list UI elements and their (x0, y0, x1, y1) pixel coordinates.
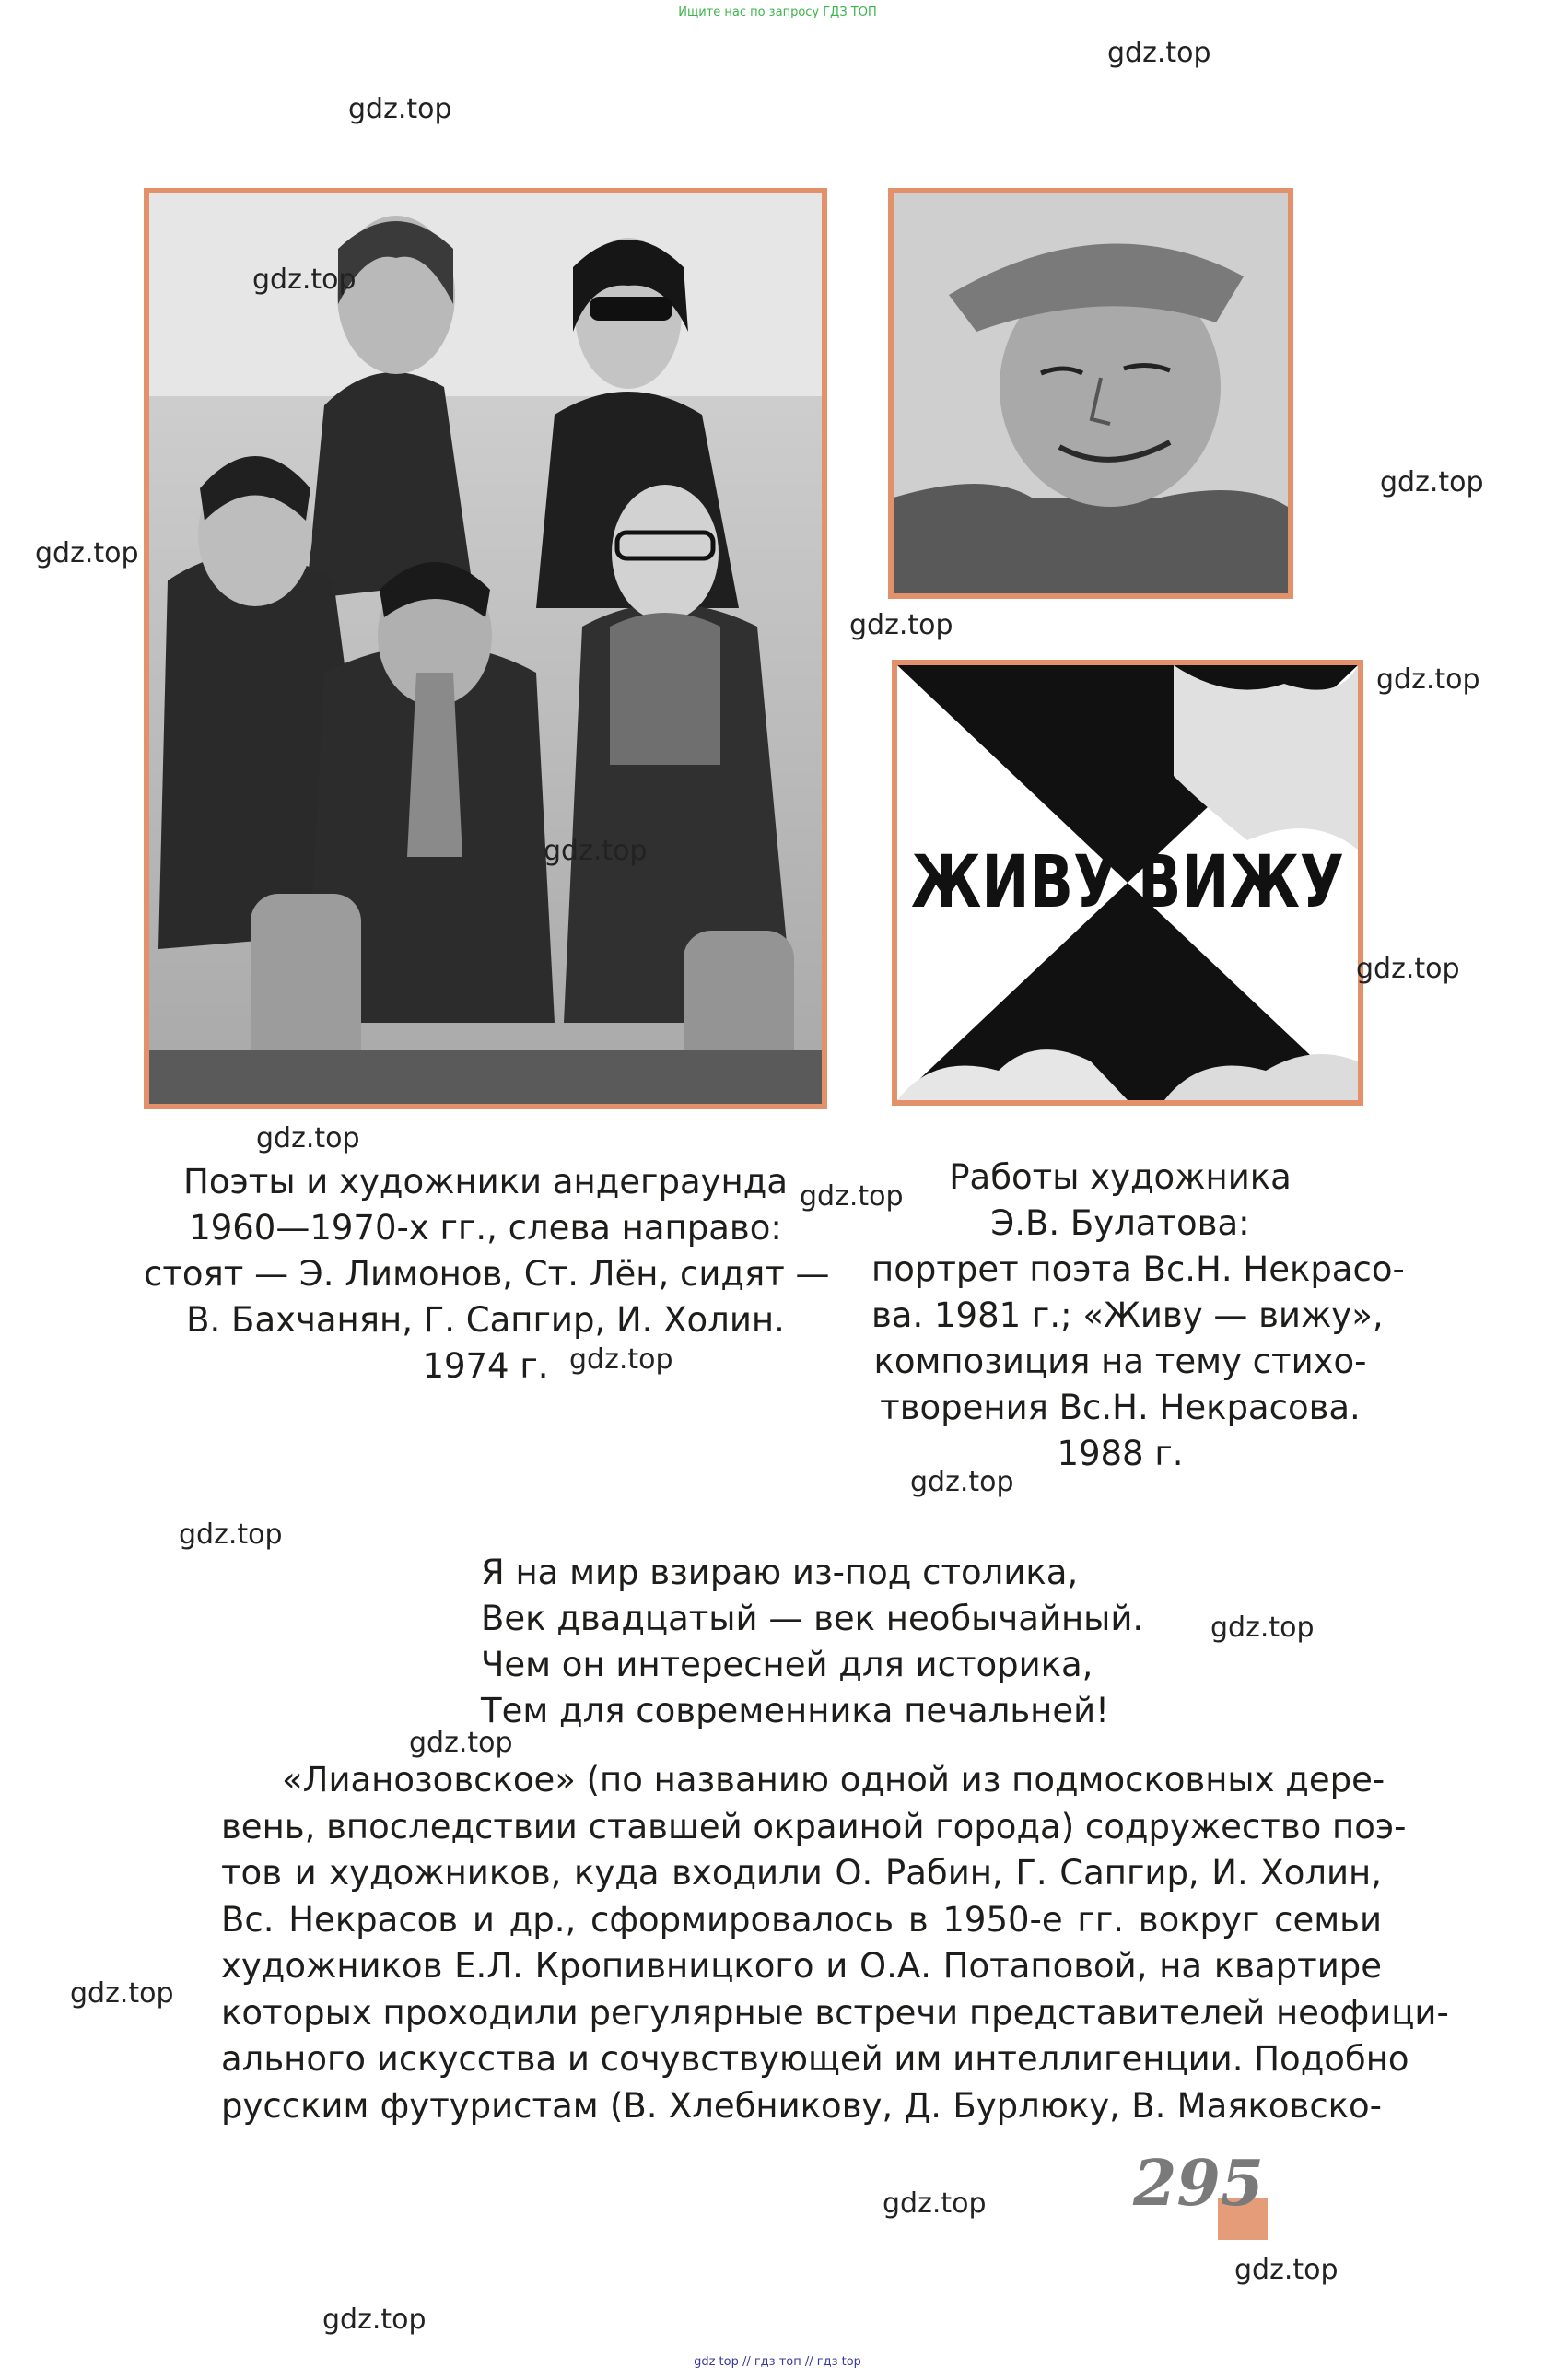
paragraph-line: «Лианозовское» (по названию одной из подмосковных дере- (282, 1760, 1385, 1800)
caption-left-line: Поэты и художники андеграунда (183, 1162, 788, 1202)
poem-stanza (481, 1550, 1143, 1734)
caption-right-line: ва. 1981 г.; «Живу — вижу», (871, 1296, 1384, 1335)
paragraph-line: Вс. Некрасов и др., сформировалось в 1950-е гг. вокруг семьи (221, 1899, 1382, 1940)
poem-line: Век двадцатый — век необычайный. (481, 1599, 1144, 1638)
watermark: gdz.top (1234, 2254, 1339, 2286)
body-paragraph (221, 1757, 1449, 2129)
caption-right (871, 1155, 1405, 1477)
paragraph-line: вень, впоследствии ставшей окраиной города) содружество поэ- (221, 1806, 1407, 1847)
watermark: gdz.top (544, 835, 648, 867)
caption-left-line: В. Бахчанян, Г. Сапгир, И. Холин. (186, 1300, 785, 1340)
watermark: gdz.top (70, 1977, 174, 2010)
caption-left-line: стоят — Э. Лимонов, Ст. Лён, сидят — (144, 1254, 830, 1294)
watermark: gdz.top (179, 1518, 283, 1551)
watermark: gdz.top (1356, 953, 1460, 985)
caption-left-line: 1974 г. (422, 1346, 549, 1386)
watermark: gdz.top (1380, 466, 1484, 498)
watermark: gdz.top (256, 1122, 360, 1155)
poem-line: Чем он интересней для историка, (481, 1645, 1093, 1684)
paragraph-line: ального искусства и сочувствующей им интеллигенции. Подобно (221, 2039, 1409, 2079)
group-portrait-photo (144, 188, 827, 1109)
watermark: gdz.top (322, 2304, 427, 2336)
caption-left-line: 1960—1970-х гг., слева направо: (189, 1208, 782, 1248)
caption-right-line: творения Вс.Н. Некрасова. (880, 1388, 1361, 1427)
watermark: gdz.top (252, 264, 357, 296)
poem-line: Тем для современника печальней! (481, 1691, 1109, 1730)
page-number: 295 (1133, 2147, 1264, 2221)
poem-line: Я на мир взираю из-под столика, (481, 1553, 1079, 1592)
nekrasov-portrait-photo (888, 188, 1293, 599)
caption-right-line: 1988 г. (1057, 1434, 1184, 1473)
watermark: gdz.top (569, 1343, 673, 1376)
paragraph-line: русским футуристам (В. Хлебникову, Д. Бурлюку, В. Маяковско- (221, 2085, 1382, 2126)
paragraph-line: которых проходили регулярные встречи представителей неофици- (221, 1992, 1449, 2033)
watermark: gdz.top (910, 1466, 1014, 1498)
watermark: gdz.top (883, 2187, 987, 2220)
artwork-graphic (897, 665, 1358, 1100)
watermark: gdz.top (35, 537, 139, 569)
watermark: gdz.top (1107, 37, 1211, 69)
caption-right-line: Э.В. Булатова: (990, 1203, 1250, 1243)
paragraph-line: художников Е.Л. Кропивницкого и О.А. Потаповой, на квартире (221, 1946, 1382, 1986)
watermark: gdz.top (348, 93, 452, 125)
group-photo-graphic (149, 193, 822, 1104)
caption-right-line: портрет поэта Вс.Н. Некрасо- (871, 1249, 1405, 1289)
caption-left (144, 1159, 830, 1389)
artwork-text: ЖИВУ ВИЖУ (911, 841, 1344, 924)
zhivu-vizhu-artwork (892, 660, 1363, 1106)
watermark: gdz.top (1210, 1612, 1315, 1644)
paragraph-line: тов и художников, куда входили О. Рабин, Г. Сапгир, И. Холин, (221, 1853, 1382, 1893)
watermark: gdz.top (800, 1180, 904, 1213)
footer-note: gdz top // гдз топ // гдз top (694, 2355, 861, 2369)
watermark: gdz.top (849, 609, 953, 641)
top-search-note: Ищите нас по запросу ГДЗ ТОП (678, 6, 877, 19)
portrait-graphic (894, 193, 1288, 593)
watermark: gdz.top (409, 1727, 513, 1759)
watermark: gdz.top (1376, 663, 1480, 696)
caption-right-line: Работы художника (949, 1157, 1292, 1197)
caption-right-line: композиция на тему стихо- (873, 1342, 1367, 1381)
